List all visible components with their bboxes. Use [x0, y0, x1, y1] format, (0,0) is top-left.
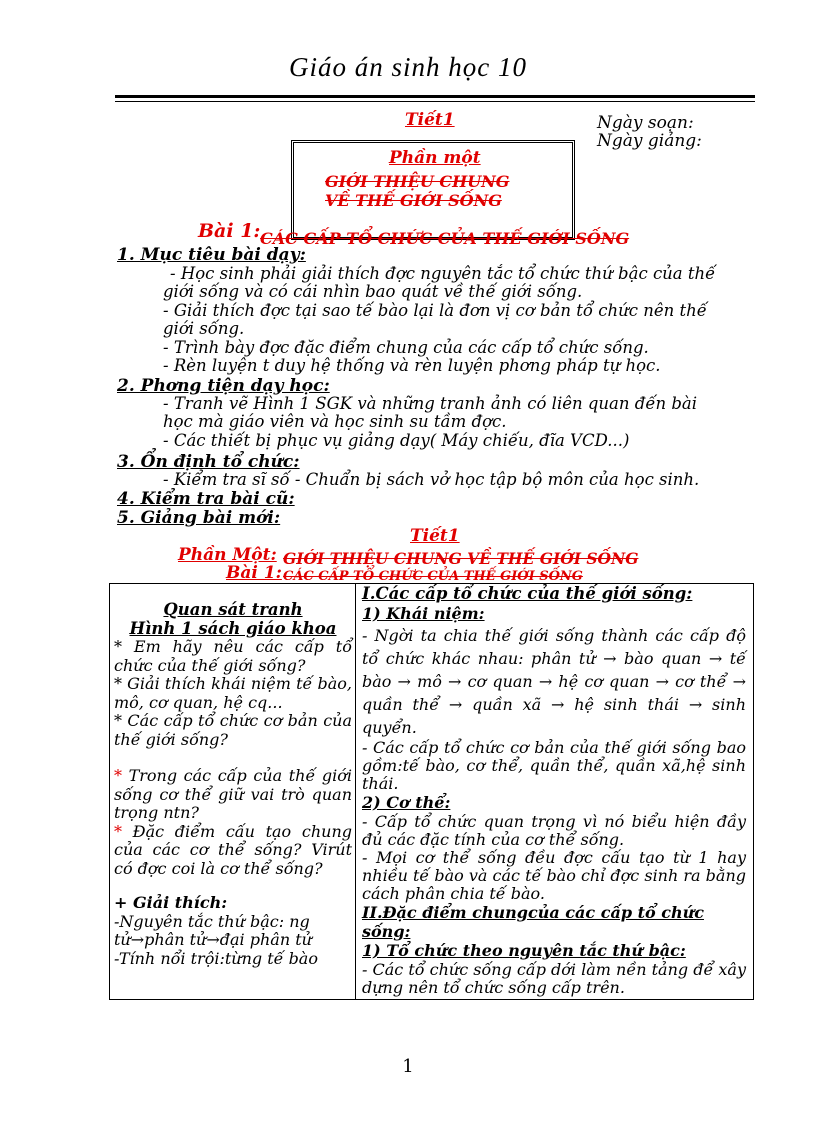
lesson-number: Bài 1:	[198, 220, 261, 242]
section-new-lesson: 5. Giảng bài mới:	[117, 508, 281, 528]
concept-text: - Ngời ta chia thế giới sống thành các cấp độ tổ chức khác nhau: phân tử → bào quan → tế bào → mô → cơ quan → hệ cơ quan → cơ thể → quần thể → quần xã → hệ sinh thái → sinh quyển.	[362, 626, 746, 737]
section-objectives: 1. Mục tiêu bài dạy:	[117, 245, 306, 265]
heading-characteristics: II.Đặc điểm chungcủa các cấp tổ chức sống:	[362, 903, 704, 941]
objective-line: - Giải thích đợc tại sao tế bào lại là đơn vị cơ bản tổ chức nên thế	[163, 301, 707, 320]
question: * Em hãy nêu các cấp tổ chức của thế giới sống?	[114, 637, 352, 675]
intro-title-line1: GIỚI THIỆU CHUNG	[325, 172, 510, 191]
body-text: - Mọi cơ thể sống đều đợc cấu tạo từ 1 hay nhiều tế bào và các tế bào chỉ đợc sinh ra bằng cách phân chia tế bào.	[362, 848, 746, 903]
objective-line: - Trình bày đợc đặc điểm chung của các cấp tổ chức sống.	[163, 338, 649, 357]
observe-title: Quan sát tranh	[163, 600, 303, 619]
aids-line: học mà giáo viên và học sinh su tầm đợc.	[163, 412, 507, 431]
objective-line: - Học sinh phải giải thích đợc nguyên tắc tổ chức thứ bậc của thế	[170, 264, 716, 283]
explain-line: -Nguyên tắc thứ bậc: ng tử→phân tử→đại phân tử	[114, 911, 312, 949]
page-number: 1	[402, 1056, 414, 1077]
explain-heading: + Giải thích:	[114, 893, 228, 912]
heading-body: 2) Cơ thể:	[362, 793, 451, 812]
heading-levels: I.Các cấp tổ chức của thế giới sống:	[362, 584, 693, 603]
objective-line: giới sống và có cái nhìn bao quát về thế giới sống.	[163, 282, 583, 301]
question: * Giải thích khái niệm tế bào, mô, cơ quan, hệ cq...	[114, 674, 352, 712]
question: * Các cấp tổ chức cơ bản của thế giới sống?	[114, 711, 352, 749]
lesson-title: CÁC CẤP TỔ CHỨC CỦA THẾ GIỚI SỐNG	[260, 229, 630, 248]
observe-subtitle: Hình 1 sách giáo khoa	[129, 618, 337, 638]
intro-title-line2: VỀ THẾ GIỚI SỐNG	[325, 191, 502, 210]
date-prepared: Ngày soạn:	[597, 113, 694, 133]
objective-line: - Rèn luyện t duy hệ thống và rèn luyện phơng pháp tự học.	[163, 356, 661, 375]
lesson-label: Tiết1	[405, 110, 455, 130]
lesson-number-2: Bài 1:	[226, 563, 282, 583]
document-header: Giáo án sinh học 10	[289, 52, 527, 82]
organization-line: - Kiểm tra sĩ số - Chuẩn bị sách vở học tập bộ môn của học sinh.	[163, 470, 700, 489]
heading-hierarchy: 1) Tổ chức theo nguyên tắc thứ bậc:	[362, 941, 686, 960]
part-one-label: Phần một	[389, 148, 481, 168]
aids-line: - Tranh vẽ Hình 1 SGK và những tranh ảnh có liên quan đến bài	[163, 394, 698, 413]
explain-line: -Tính nổi trội:từng tế bào	[114, 948, 318, 968]
section-review: 4. Kiểm tra bài cũ:	[117, 489, 295, 509]
red-star: *	[114, 821, 122, 841]
header-rule-thin	[115, 101, 755, 102]
heading-concept: 1) Khái niệm:	[362, 604, 485, 623]
hierarchy-text: - Các tổ chức sống cấp dới làm nền tảng để xây dựng nên tổ chức sống cấp trên.	[362, 960, 746, 997]
part-one-label-2: Phần Một:	[178, 545, 277, 565]
date-taught: Ngày giảng:	[597, 131, 702, 151]
red-star: *	[114, 766, 122, 785]
basic-levels-text: - Các cấp tổ chức cơ bản của thế giới sống bao gồm:tế bào, cơ thể, quần thể, quần xã,hệ sinh thái.	[362, 738, 746, 793]
table-divider	[355, 583, 356, 999]
section-organization: 3. Ổn định tổ chức:	[117, 452, 300, 472]
body-text: - Cấp tổ chức quan trọng vì nó biểu hiện đầy đủ các đặc tính của cơ thể sống.	[362, 812, 746, 849]
question-role: * Trong các cấp của thế giới sống cơ thể giữ vai trò quan trọng ntn?	[114, 766, 352, 822]
lesson-label-2: Tiết1	[410, 526, 460, 546]
table-right-column	[362, 584, 746, 997]
question-structure: * Đặc điểm cấu tạo chung của các cơ thể sống? Virút có đợc coi là cơ thể sống?	[114, 821, 352, 878]
lesson-title-2: CÁC CẤP TỔ CHỨC CỦA THẾ GIỚI SỐNG	[283, 569, 583, 584]
table-left-column	[114, 601, 352, 968]
section-teaching-aids: 2. Phơng tiện dạy học:	[117, 376, 330, 396]
aids-line: - Các thiết bị phục vụ giảng dạy( Máy chiếu, đĩa VCD...)	[163, 431, 630, 450]
header-rule-thick	[115, 95, 755, 98]
intro-title-2: GIỚI THIỆU CHUNG VỀ THẾ GIỚI SỐNG	[283, 549, 639, 568]
objective-line: giới sống.	[163, 319, 245, 338]
